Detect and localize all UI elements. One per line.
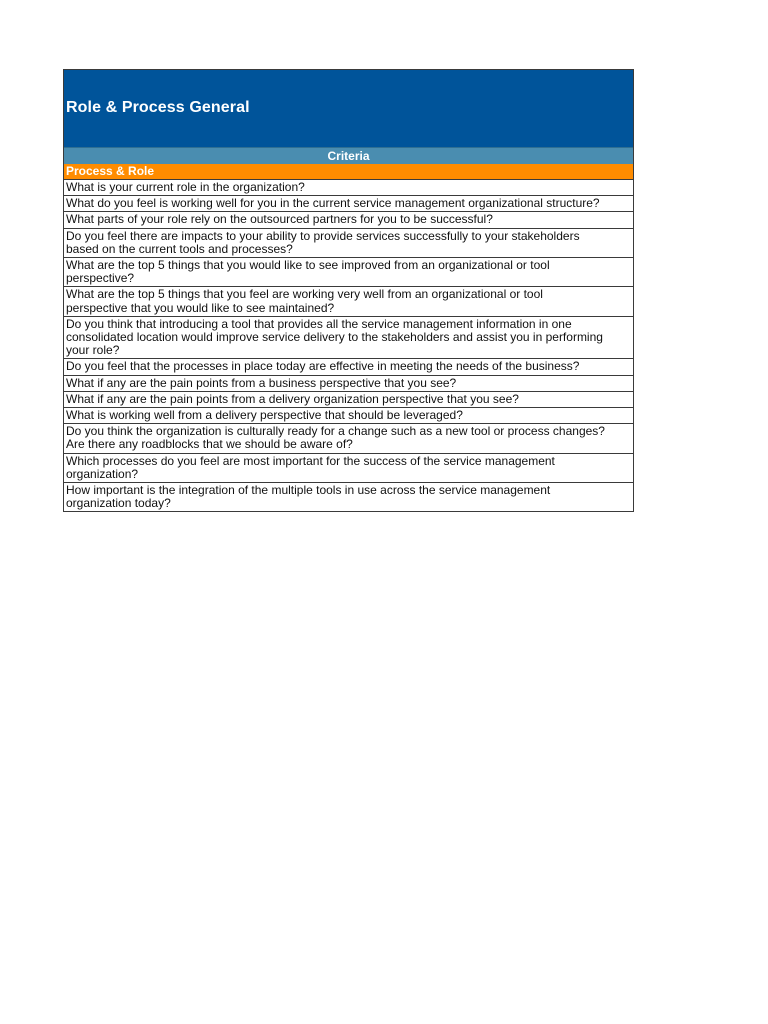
question-row: What is working well from a delivery perspective that should be leveraged? — [64, 407, 633, 423]
question-row: Do you think that introducing a tool that provides all the service management information in one consolidated location would improve service delivery to the stakeholders and assist you in performing your role? — [64, 316, 633, 359]
question-row: Which processes do you feel are most important for the success of the service management organization? — [64, 453, 633, 482]
question-row: What is your current role in the organization? — [64, 179, 633, 195]
question-row: Do you feel there are impacts to your ability to provide services successfully to your stakeholders based on the current tools and processes? — [64, 228, 633, 257]
criteria-header: Criteria — [64, 147, 633, 164]
sheet-title: Role & Process General — [66, 99, 250, 116]
question-row: What if any are the pain points from a business perspective that you see? — [64, 375, 633, 391]
question-row: What if any are the pain points from a delivery organization perspective that you see? — [64, 391, 633, 407]
question-row: How important is the integration of the multiple tools in use across the service management organization today? — [64, 482, 633, 511]
question-row: What are the top 5 things that you feel are working very well from an organizational or tool perspective that you would like to see maintained? — [64, 286, 633, 315]
section-header-process-role: Process & Role — [64, 164, 633, 179]
question-row: Do you feel that the processes in place today are effective in meeting the needs of the business? — [64, 358, 633, 374]
question-row: What do you feel is working well for you in the current service management organizational structure? — [64, 195, 633, 211]
question-row: What parts of your role rely on the outsourced partners for you to be successful? — [64, 211, 633, 227]
question-row: Do you think the organization is culturally ready for a change such as a new tool or process changes? Are there any roadblocks that we should be aware of? — [64, 423, 633, 452]
title-band — [64, 70, 633, 147]
criteria-sheet — [63, 69, 634, 512]
question-row: What are the top 5 things that you would like to see improved from an organizational or tool perspective? — [64, 257, 633, 286]
